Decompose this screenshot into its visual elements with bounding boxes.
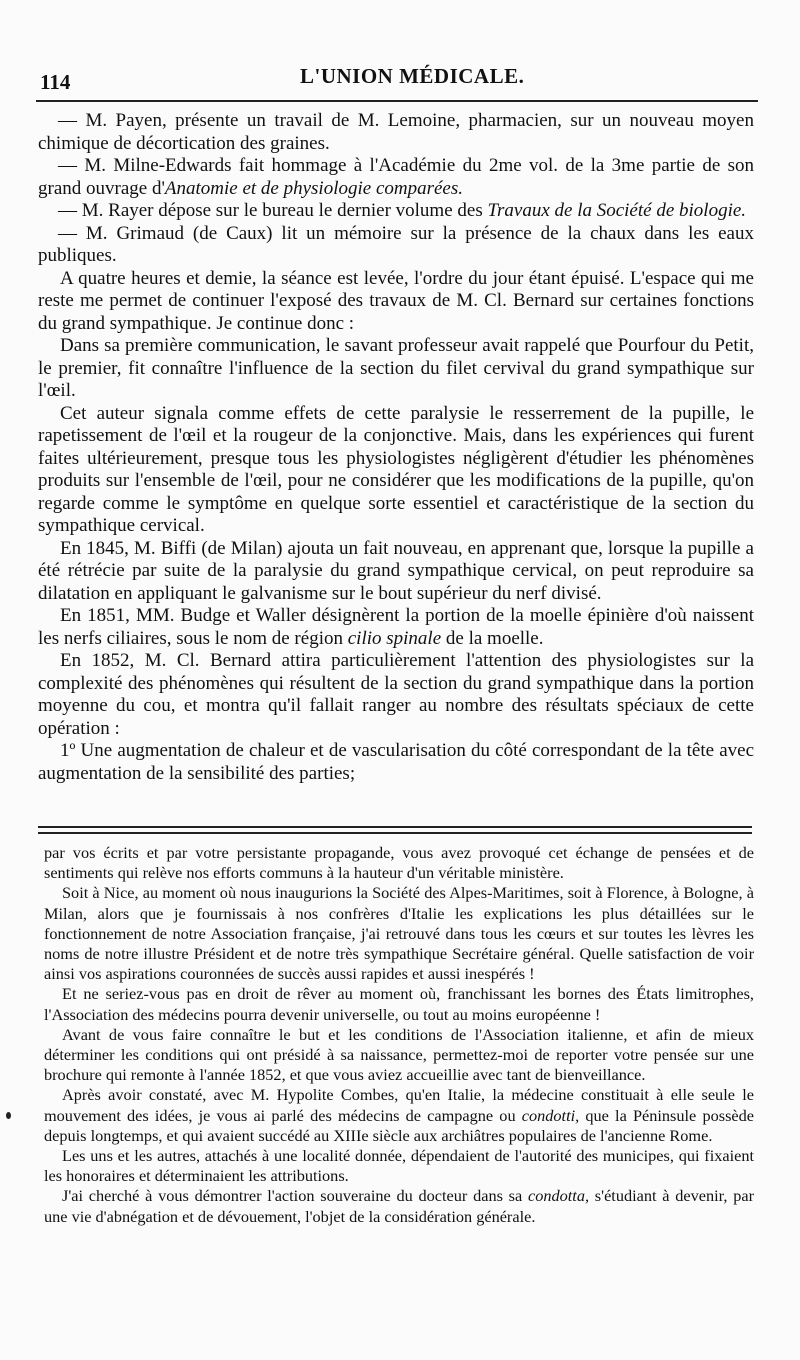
paragraph-text: Les uns et les autres, attachés à une localité donnée, dépendaient de l'autorité des municipes, qui fixaient les honoraires et déterminaient les attributions.: [44, 1146, 754, 1186]
italic-phrase: condotti,: [521, 1105, 580, 1125]
italic-phrase: condotta,: [528, 1186, 590, 1206]
paragraph: [38, 200, 754, 223]
paragraph: [44, 1085, 754, 1146]
paragraph: [44, 883, 754, 984]
italic-phrase: cilio spinale: [347, 627, 442, 649]
paragraph-text: — M. Milne-Edwards fait hommage à l'Académie du 2me vol. de la 3me partie de son grand ouvrage d': [38, 155, 754, 199]
paragraph-text-tail: de la moelle.: [441, 627, 544, 649]
paragraph: [38, 268, 754, 336]
paragraph: [44, 984, 754, 1024]
page-number: 114: [40, 70, 71, 94]
paragraph: [38, 223, 754, 268]
paragraph-text-tail: s'étudiant à devenir, par une vie d'abnégation et de dévouement, l'objet de la considération générale.: [44, 1186, 754, 1226]
paragraph: [44, 1186, 754, 1226]
paragraph: [38, 650, 754, 740]
italic-phrase: Travaux de la Société de biologie.: [487, 200, 747, 221]
margin-mark: [6, 1112, 11, 1119]
paragraph-text: Avant de vous faire connaître le but et les conditions de l'Association italienne, et afin de mieux déterminer les conditions qui ont présidé à sa naissance, permettez-moi de reporter votre pensée sur une brochure qui remonte à l'année 1852, et que vous aviez accueillie avec tant de bienveillance.: [44, 1024, 754, 1085]
paragraph-text-tail: que la Péninsule possède depuis longtemps, et qui avaient succédé au XIIIe siècle aux archiâtres populaires de l'ancienne Rome.: [44, 1105, 754, 1145]
paragraph-text: Dans sa première communication, le savant professeur avait rappelé que Pourfour du Petit, le premier, fit connaître l'influence de la section du filet cervival du grand sympathique sur l'œil.: [38, 335, 754, 401]
paragraph: [44, 843, 754, 883]
paragraph-text: — M. Rayer dépose sur le bureau le dernier volume des: [58, 200, 488, 221]
paragraph-text: Soit à Nice, au moment où nous inaugurions la Société des Alpes-Maritimes, soit à Florence, à Bologne, à Milan, alors que je fournissais à nos confrères d'Italie les explications les plus détaillées sur le fonctionnement de notre Association française, j'ai retrouvé dans tous les cœurs et sur toutes les lèvres les noms de notre illustre Président et de notre très sympathique Secrétaire général. Quelle satisfaction de voir ainsi vos aspirations couronnées de succès aussi rapides et aussi inespérés !: [44, 883, 754, 984]
paragraph: [38, 605, 754, 650]
paragraph: [38, 538, 754, 606]
feuilleton-text-column: [44, 843, 754, 1227]
main-text-column: [38, 110, 754, 785]
paragraph: [38, 335, 754, 403]
section-divider: [38, 826, 752, 834]
header-rule: [36, 100, 758, 102]
paragraph-text: par vos écrits et par votre persistante propagande, vous avez provoqué cet échange de pensées et de sentiments qui relève nos efforts communs à la hauteur d'un véritable ministère.: [44, 843, 754, 883]
paragraph-text: Cet auteur signala comme effets de cette paralysie le resserrement de la pupille, le rapetissement de l'œil et la rougeur de la conjonctive. Mais, dans les expériences qui furent faites ultérieurement, presque tous les physiologistes négligèrent d'étudier les phénomènes produits sur l'ensemble de l'œil, pour ne considérer que les modifications de la pupille, qu'on regarde comme le symptôme en quelque sorte essentiel et caractéristique de la section du sympathique cervical.: [38, 402, 754, 536]
italic-phrase: Anatomie et de physiologie comparées.: [164, 177, 464, 199]
paragraph-text: En 1852, M. Cl. Bernard attira particulièrement l'attention des physiologistes sur la complexité des phénomènes qui résultent de la section du grand sympathique dans la portion moyenne du cou, et montra qu'il fallait ranger au nombre des résultats spéciaux de cette opération :: [38, 650, 754, 739]
paragraph: [38, 403, 754, 538]
paragraph-text: — M. Grimaud (de Caux) lit un mémoire sur la présence de la chaux dans les eaux publiques.: [38, 222, 754, 266]
running-title: L'UNION MÉDICALE.: [300, 64, 525, 88]
paragraph: [38, 110, 754, 155]
paragraph-text: J'ai cherché à vous démontrer l'action souveraine du docteur dans sa: [62, 1186, 528, 1206]
paragraph-text: En 1851, MM. Budge et Waller désignèrent la portion de la moelle épinière d'où naissent les nerfs ciliaires, sous le nom de région: [38, 605, 754, 649]
paragraph-text: 1º Une augmentation de chaleur et de vascularisation du côté correspondant de la tête avec augmentation de la sensibilité des parties;: [38, 740, 754, 784]
paragraph: [38, 740, 754, 785]
paragraph-text: Et ne seriez-vous pas en droit de rêver au moment où, franchissant les bornes des États limitrophes, l'Association des médecins pourra devenir universelle, ou tout au moins européenne !: [44, 984, 754, 1024]
paragraph: [38, 155, 754, 200]
paragraph-text: Après avoir constaté, avec M. Hypolite Combes, qu'en Italie, la médecine constituait à elle seule le mouvement des idées, je vous ai parlé des médecins de campagne ou: [44, 1085, 754, 1125]
paragraph-text: — M. Payen, présente un travail de M. Lemoine, pharmacien, sur un nouveau moyen chimique de décortication des graines.: [38, 110, 754, 154]
page-header: [36, 62, 764, 96]
paragraph: [44, 1146, 754, 1186]
paragraph-text: A quatre heures et demie, la séance est levée, l'ordre du jour étant épuisé. L'espace qui me reste me permet de continuer l'exposé des travaux de M. Cl. Bernard sur certaines fonctions du grand sympathique. Je continue donc :: [38, 267, 754, 334]
paragraph: [44, 1025, 754, 1086]
paragraph-text: En 1845, M. Biffi (de Milan) ajouta un fait nouveau, en apprenant que, lorsque la pupille a été rétrécie par suite de la paralysie du grand sympathique cervical, on peut reproduire sa dilatation en appliquant le galvanisme sur le bout supérieur du nerf divisé.: [38, 537, 754, 604]
